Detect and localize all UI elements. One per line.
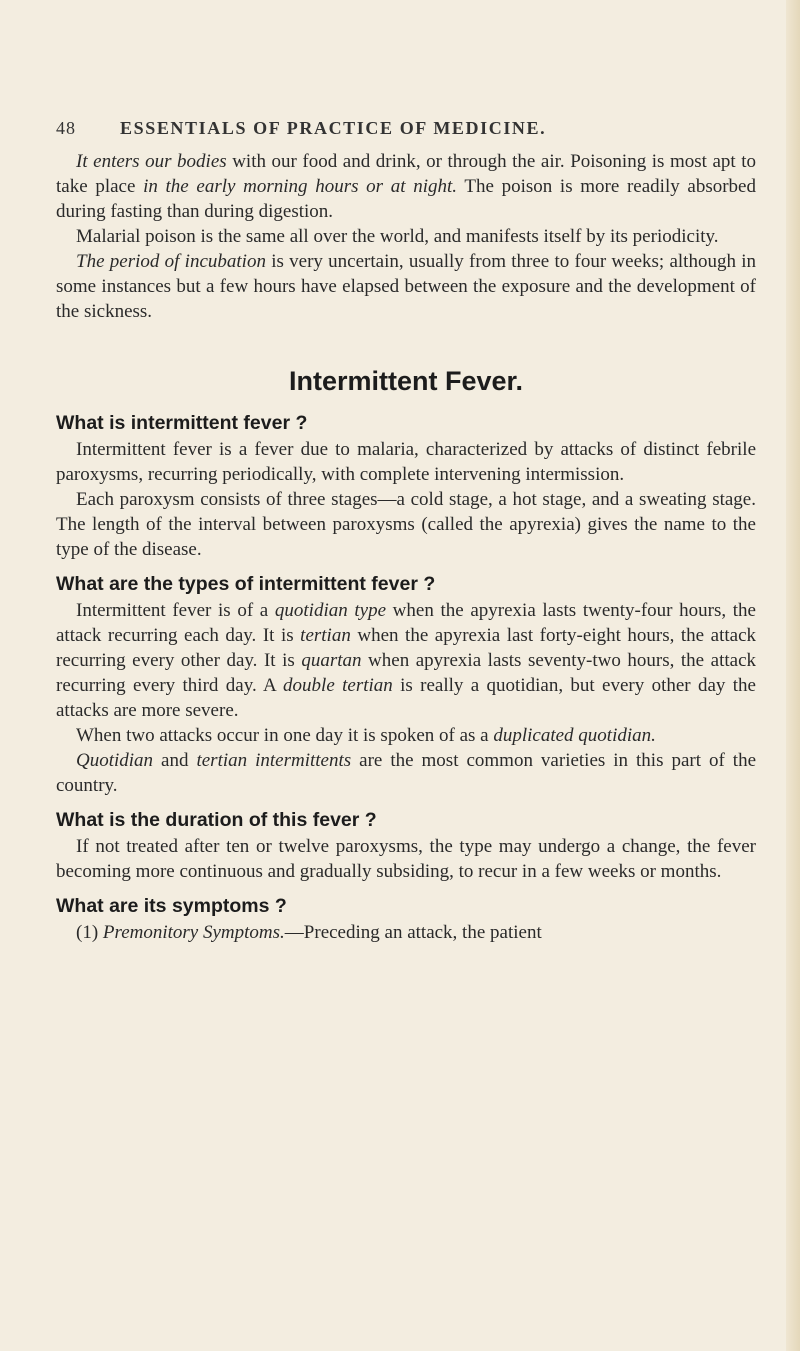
italic-term: quotidian type (274, 600, 387, 621)
answer-paragraph: Intermittent fever is of a quotidian type when the apyrexia lasts twenty-four hours, the attack recurring each day. It is tertian when the apyrexia last forty-eight hours, the attack recurring every other day. It is quartan when apyrexia lasts seventy-two hours, the attack recurring every third day. A double tertian is really a quotidian, but every other day the attacks are more severe. (56, 600, 756, 721)
italic-phrase: in the early morning hours or at night. (143, 176, 458, 197)
running-title: ESSENTIALS OF PRACTICE OF MEDICINE. (120, 118, 547, 138)
question-heading: What are the types of intermittent fever ? (56, 573, 436, 595)
running-header (56, 118, 756, 139)
page-edge (786, 0, 800, 1351)
answer-paragraph: When two attacks occur in one day it is spoken of as a duplicated quotidian. (76, 725, 656, 746)
italic-term: quartan (301, 650, 362, 671)
answer-paragraph: (1) Premonitory Symptoms.—Preceding an attack, the patient (76, 922, 542, 943)
section-title: Intermittent Fever. (288, 366, 524, 396)
question-heading: What are its symptoms ? (56, 895, 287, 917)
italic-term: Quotidian (76, 750, 154, 771)
italic-term: duplicated quotidian. (493, 725, 656, 746)
italic-phrase: It enters our bodies (76, 151, 227, 172)
page-content (56, 118, 756, 945)
intro-paragraph-3: The period of incubation is very uncertain, usually from three to four weeks; although in some instances but a few hours have elapsed between the exposure and the development of the sickness. (56, 251, 756, 322)
italic-term: double tertian (283, 675, 393, 696)
italic-term: Premonitory Symptoms. (102, 922, 285, 943)
italic-term: tertian intermittents (196, 750, 352, 771)
answer-paragraph: Quotidian and tertian intermittents are the most common varieties in this part of the country. (56, 750, 757, 796)
page-number: 48 (56, 118, 76, 138)
italic-term: tertian (300, 625, 351, 646)
italic-phrase: The period of incubation (76, 251, 266, 272)
question-heading: What is intermittent fever ? (56, 412, 308, 434)
answer-paragraph: Each paroxysm consists of three stages—a cold stage, a hot stage, and a sweating stage. The length of the interval between paroxysms (called the apyrexia) gives the name to the type of the disease. (56, 489, 756, 560)
intro-paragraph-2: Malarial poison is the same all over the world, and manifests itself by its periodicity. (76, 226, 719, 247)
question-heading: What is the duration of this fever ? (56, 809, 377, 831)
answer-paragraph: Intermittent fever is a fever due to malaria, characterized by attacks of distinct febrile paroxysms, recurring periodically, with complete intervening intermission. (56, 439, 756, 485)
answer-paragraph: If not treated after ten or twelve paroxysms, the type may undergo a change, the fever becoming more continuous and gradually subsiding, to recur in a few weeks or months. (56, 836, 756, 882)
intro-paragraph-1: It enters our bodies with our food and drink, or through the air. Poisoning is most apt to take place in the early morning hours or at night. The poison is more readily absorbed during fasting than during digestion. (56, 151, 756, 222)
